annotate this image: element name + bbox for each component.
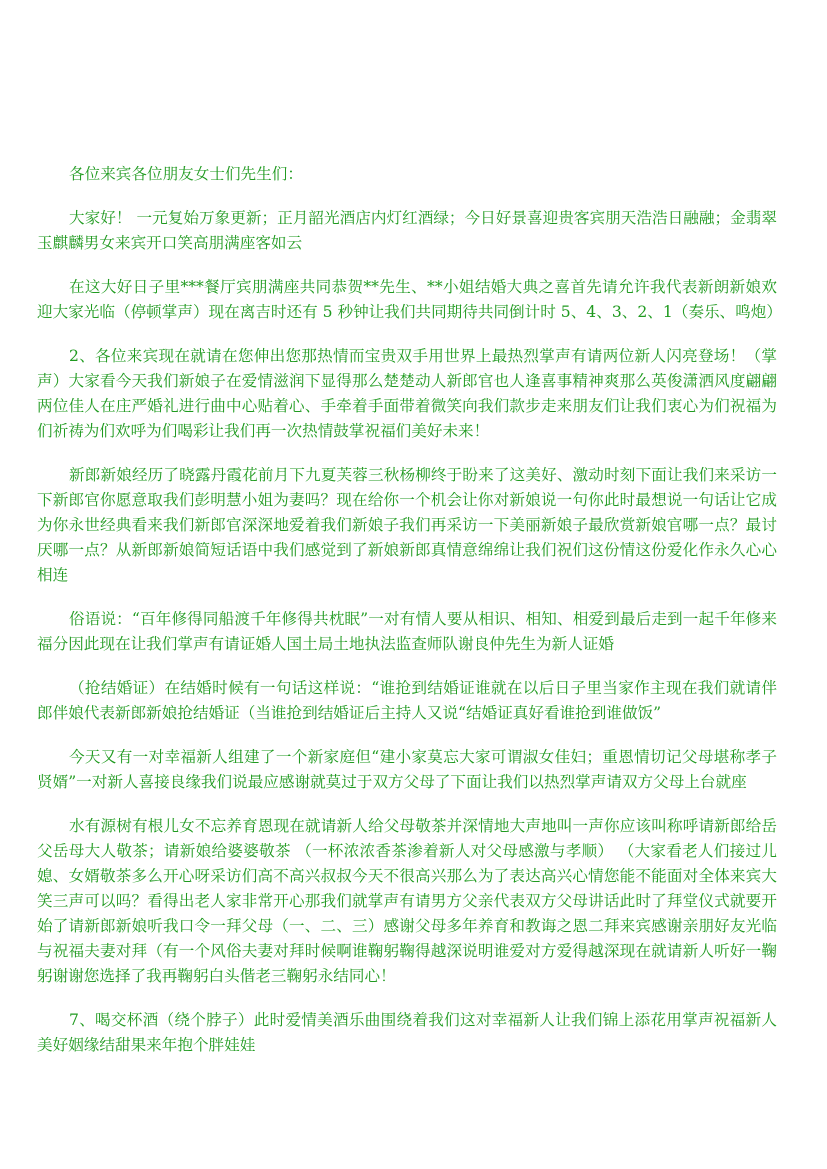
salutation-paragraph: 各位来宾各位朋友女士们先生们： xyxy=(69,165,303,183)
entrance-paragraph: 2、各位来宾现在就请在您伸出您那热情而宝贵双手用世界上最热烈掌声有请两位新人闪亮登场！（掌声）大家看今天我们新娘子在爱情滋润下显得那么楚楚动人新郎官也人逢喜事精神爽那么英俊潇洒风度翩翩两位佳人在庄严婚礼进行曲中心贴着心、手牵着手面带着微笑向我们款步走来朋友们让我们衷心为们祝福为们祈祷为们欢呼为们喝彩让我们再一次热情鼓掌祝福们美好未来！ xyxy=(37,347,777,440)
interview-paragraph: 新郎新娘经历了晓露丹霞花前月下九夏芙蓉三秋杨柳终于盼来了这美好、激动时刻下面让我们来采访一下新郎官你愿意取我们彭明慧小姐为妻吗？现在给你一个机会让你对新娘说一句你此时最想说一句话让它成为你永世经典看来我们新郎官深深地爱着我们新娘子我们再采访一下美丽新娘子最欣赏新娘官哪一点？最讨厌哪一点？从新郎新娘简短话语中我们感觉到了新娘新郎真情意绵绵让我们祝们这份情这份爱化作永久心心相连 xyxy=(37,466,777,584)
tea-ceremony-paragraph: 水有源树有根儿女不忘养育恩现在就请新人给父母敬茶并深情地大声地叫一声你应该叫称呼请新郎给岳父岳母大人敬茶；请新娘给婆婆敬茶 （一杯浓浓香茶渗着新人对父母感激与孝顺） （大家看老人们接过儿媳、女婿敬茶多么开心呀采访们高不高兴叔叔今天不很高兴那么为了表达高兴心情您能不能面对全体来宾大笑三声可以吗？看得出老人家非常开心那我们就掌声有请男方父亲代表双方父母讲话此时了拜堂仪式就要开始了请新郎新娘听我口令一拜父母（一、二、三）感谢父母多年养育和教诲之恩二拜来宾感谢亲朋好友光临与祝福夫妻对拜（有一个风俗夫妻对拜时候啊谁鞠躬鞠得越深说明谁爱对方爱得越深现在就请新人听好一鞠躬谢谢您选择了我再鞠躬白头偕老三鞠躬永结同心！ xyxy=(37,817,777,985)
parents-paragraph: 今天又有一对幸福新人组建了一个新家庭但“建小家莫忘大家可谓淑女佳妇；重恩情切记父母堪称孝子贤婿”一对新人喜接良缘我们说最应感谢就莫过于双方父母了下面让我们以热烈掌声请双方父母上台就座 xyxy=(37,748,777,791)
certificate-paragraph: （抢结婚证）在结婚时候有一句话这样说：“谁抢到结婚证谁就在以后日子里当家作主现在我们就请伴郎伴娘代表新郎新娘抢结婚证（当谁抢到结婚证后主持人又说“结婚证真好看谁抢到谁做饭” xyxy=(37,679,777,722)
greeting-paragraph: 大家好！ 一元复始万象更新；正月韶光酒店内灯红酒绿；今日好景喜迎贵客宾朋天浩浩日融融；金翡翠玉麒麟男女来宾开口笑高朋满座客如云 xyxy=(37,209,777,252)
toast-paragraph: 7、喝交杯酒（绕个脖子）此时爱情美酒乐曲围绕着我们这对幸福新人让我们锦上添花用掌声祝福新人美好姻缘结甜果来年抱个胖娃娃 xyxy=(37,1011,777,1054)
witness-paragraph: 俗语说：“百年修得同船渡千年修得共枕眠”一对有情人要从相识、相知、相爱到最后走到一起千年修来福分因此现在让我们掌声有请证婚人国土局土地执法监查师队谢良仲先生为新人证婚 xyxy=(37,610,777,653)
opening-paragraph: 在这大好日子里***餐厅宾朋满座共同恭贺**先生、**小姐结婚大典之喜首先请允许我代表新朗新娘欢迎大家光临（停顿掌声）现在离吉时还有 5 秒钟让我们共同期待共同倒计时 5、4、3、2、1（奏乐、鸣炮） xyxy=(37,278,782,321)
